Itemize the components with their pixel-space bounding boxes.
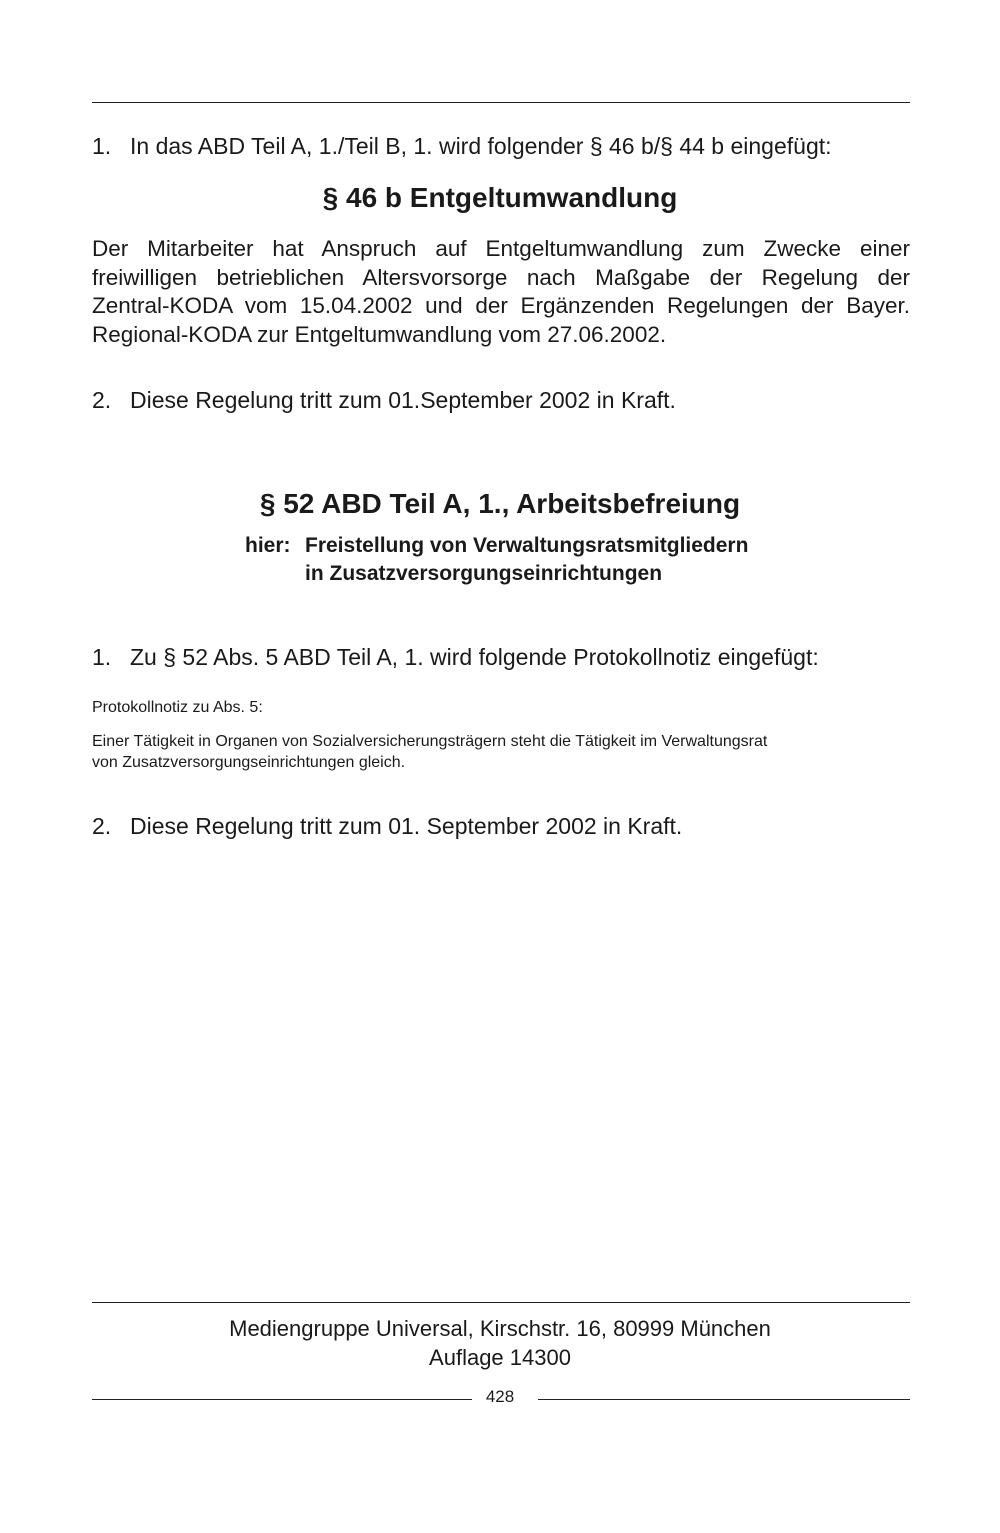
protokollnotiz-label: Protokollnotiz zu Abs. 5: [92, 699, 263, 716]
section1-heading: § 46 b Entgeltumwandlung [322, 182, 678, 213]
section1-paragraph [92, 235, 910, 349]
item-number: 2. [92, 387, 112, 413]
section2-item1 [92, 643, 819, 671]
item-text: In das ABD Teil A, 1./Teil B, 1. wird folgender § 46 b/§ 44 b eingefügt: [130, 133, 832, 159]
item-number: 2. [92, 813, 112, 839]
item-text: Diese Regelung tritt zum 01.September 2002 in Kraft. [130, 387, 676, 413]
paragraph-line: freiwilligen betrieblichen Altersvorsorge nach Maßgabe der Regelung der [92, 264, 910, 290]
section2-subtitle-line2: in Zusatzversorgungseinrichtungen [305, 562, 663, 585]
subtitle-prefix: hier: [245, 534, 291, 557]
top-rule [92, 102, 910, 103]
section2-subtitle [245, 532, 748, 559]
note-line: Einer Tätigkeit in Organen von Sozialversicherungsträgern steht die Tätigkeit im Verwaltungsrat [92, 733, 768, 750]
item-number: 1. [92, 644, 112, 670]
page-rule-left [92, 1399, 472, 1400]
protokollnotiz-text [92, 731, 922, 773]
paragraph-line: Zentral-KODA vom 15.04.2002 und der Ergänzenden Regelungen der Bayer. [92, 293, 910, 318]
item-text: Diese Regelung tritt zum 01. September 2002 in Kraft. [130, 813, 683, 839]
subtitle-line1: Freistellung von Verwaltungsratsmitgliedern [305, 534, 749, 557]
paragraph-line: Regional-KODA zur Entgeltumwandlung vom 27.06.2002. [92, 321, 667, 347]
section1-item1 [92, 132, 832, 160]
item-number: 1. [92, 133, 112, 159]
paragraph-line: Der Mitarbeiter hat Anspruch auf Entgeltumwandlung zum Zwecke einer [92, 236, 910, 261]
note-line: von Zusatzversorgungseinrichtungen gleich. [92, 754, 406, 771]
section2-heading: § 52 ABD Teil A, 1., Arbeitsbefreiung [259, 488, 741, 519]
section2-item2 [92, 812, 682, 840]
item-text: Zu § 52 Abs. 5 ABD Teil A, 1. wird folgende Protokollnotiz eingefügt: [130, 644, 819, 670]
print-run-line: Auflage 14300 [429, 1345, 571, 1370]
publisher-line: Mediengruppe Universal, Kirschstr. 16, 80999 München [229, 1316, 771, 1341]
page-number: 428 [485, 1387, 515, 1406]
section1-item2 [92, 386, 676, 414]
footer-rule [92, 1302, 910, 1303]
page-rule-right [538, 1399, 910, 1400]
